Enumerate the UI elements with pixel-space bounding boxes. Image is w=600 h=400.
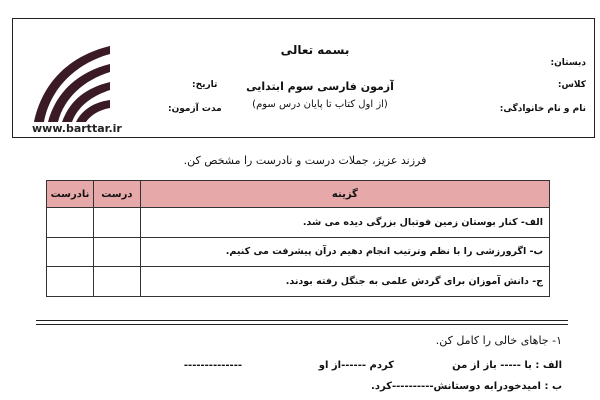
false-answer-cell[interactable] xyxy=(47,208,94,238)
exam-range: (از اول کتاب تا پایان درس سوم) xyxy=(252,99,388,110)
date-label: تاریخ: xyxy=(192,80,218,90)
true-answer-cell[interactable] xyxy=(93,208,140,238)
option-text: ب- اگرورزشی را با نظم وترتیب انجام دهیم درآن پیشرفت می کنیم. xyxy=(140,237,549,267)
option-text: الف- کنار بوستان زمین فوتبال بزرگی دیده می شد. xyxy=(140,208,549,238)
logo-site-text: www.barttar.ir xyxy=(32,122,122,135)
true-answer-cell[interactable] xyxy=(93,267,140,297)
barttar-logo-icon xyxy=(28,34,112,124)
duration-label: مدت آزمون: xyxy=(168,104,222,114)
logo-graphic xyxy=(28,34,112,124)
exam-title: آزمون فارسی سوم ابتدایی xyxy=(246,80,394,93)
option-text: ج- دانش آموزان برای گردش علمی به جنگل رفته بودند. xyxy=(140,267,549,297)
false-answer-cell[interactable] xyxy=(47,237,94,267)
section-divider xyxy=(36,324,568,325)
school-label: دبستان: xyxy=(550,58,586,68)
basmala: بسمه تعالی xyxy=(280,43,350,57)
true-false-instruction: فرزند عزیز، جملات درست و نادرست را مشخص کن. xyxy=(183,154,427,167)
column-header-true: درست xyxy=(93,181,140,208)
class-label: کلاس: xyxy=(557,80,586,90)
false-answer-cell[interactable] xyxy=(47,267,94,297)
column-header-option: گزینه xyxy=(140,181,549,208)
fill-blank-a-middle: کردم ------از او xyxy=(318,360,394,371)
column-header-false: نادرست xyxy=(47,181,94,208)
table-header-row xyxy=(47,181,550,208)
fill-blanks-question: ۱- جاهای خالی را کامل کن. xyxy=(435,334,562,347)
fill-blank-a-end: -------------- xyxy=(183,360,242,371)
table-row xyxy=(47,237,550,267)
student-name-label: نام و نام خانوادگی: xyxy=(499,104,586,114)
table-row xyxy=(47,208,550,238)
fill-blank-line-b: ب : امیدخودرابه دوستانش----------کرد. xyxy=(371,381,562,392)
true-answer-cell[interactable] xyxy=(93,237,140,267)
section-divider xyxy=(36,320,568,321)
true-false-table xyxy=(46,180,550,297)
table-row xyxy=(47,267,550,297)
fill-blank-a-prefix: الف : با ----- باز از من xyxy=(452,360,562,371)
